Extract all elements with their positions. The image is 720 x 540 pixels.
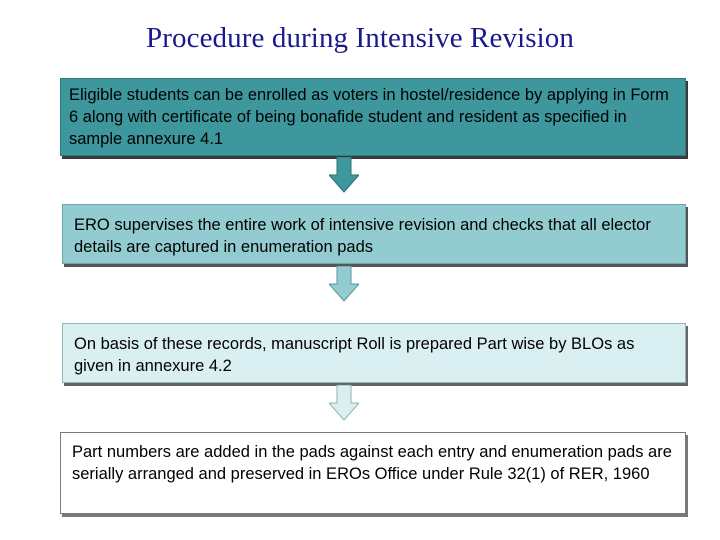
down-arrow-icon — [329, 157, 359, 193]
page-title: Procedure during Intensive Revision — [146, 22, 574, 54]
flow-step-1-text: Eligible students can be enrolled as voters in hostel/residence by applying in Form 6 along with certificate of being bonafide student and resident as specified in sample annexure 4.1 — [69, 86, 669, 148]
flow-step-3 — [62, 323, 686, 383]
flow-step-2-text: ERO supervises the entire work of intensive revision and checks that all elector details are captured in enumeration pads — [74, 216, 651, 256]
flow-step-3-text: On basis of these records, manuscript Roll is prepared Part wise by BLOs as given in annexure 4.2 — [74, 335, 635, 375]
down-arrow-icon — [329, 266, 359, 302]
flow-step-1 — [60, 78, 686, 156]
flow-step-2 — [62, 204, 686, 264]
flow-step-4-text: Part numbers are added in the pads against each entry and enumeration pads are serially arranged and preserved in EROs Office under Rule 32(1) of RER, 1960 — [72, 443, 672, 483]
flow-step-4 — [60, 432, 686, 514]
down-arrow-icon — [329, 385, 359, 421]
